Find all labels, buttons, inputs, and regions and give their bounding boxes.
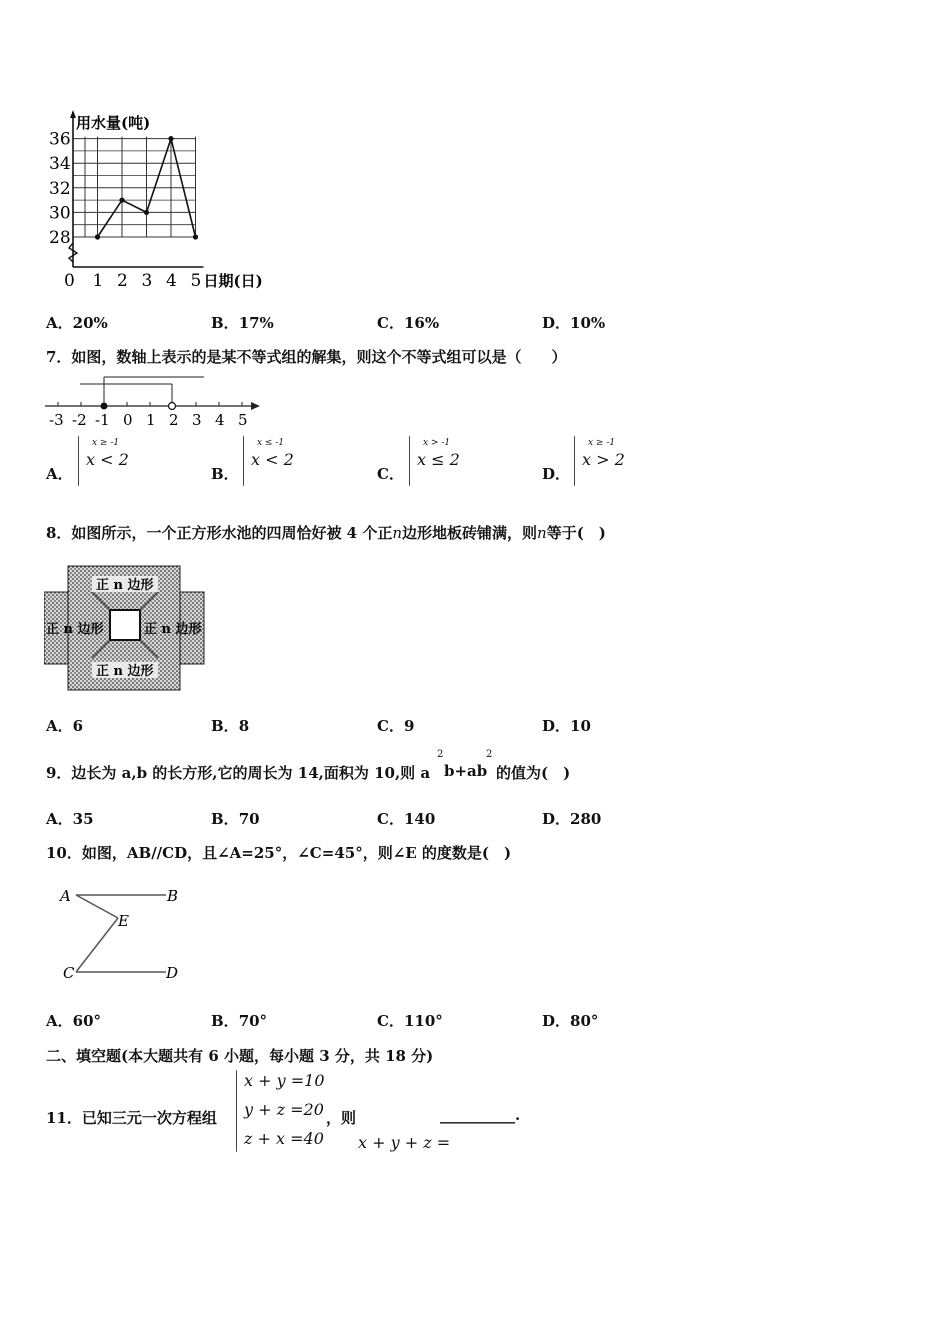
option-text: 9 xyxy=(403,717,415,735)
q6-option-c[interactable] xyxy=(377,312,439,333)
option-letter: D． xyxy=(542,1012,571,1030)
data-point xyxy=(95,234,100,239)
q7-c-top: x > -1 xyxy=(423,438,451,448)
label-left: 正 n 边形 xyxy=(46,622,104,637)
x-tick-label: 3 xyxy=(141,271,153,290)
data-point xyxy=(168,136,173,141)
q7-d-top: x ≥ -1 xyxy=(588,438,616,448)
q6-option-b[interactable] xyxy=(211,312,274,333)
number-line-label: 5 xyxy=(238,411,248,429)
q8-option-c[interactable] xyxy=(377,715,414,736)
q7-option-b-letter[interactable]: B． xyxy=(211,465,239,483)
number-line-label: 0 xyxy=(123,411,133,429)
q6-option-d[interactable] xyxy=(542,312,605,333)
q7-a-top: x ≥ -1 xyxy=(92,438,120,448)
x-tick-label: 0 xyxy=(64,271,75,290)
q11-eq2: y + z =20 xyxy=(244,1100,324,1119)
q10-option-b[interactable] xyxy=(211,1010,267,1031)
point-a: A xyxy=(60,887,71,905)
blank-line: __________ xyxy=(440,1106,515,1124)
option-letter: C． xyxy=(377,717,404,735)
q11-then: ，则 xyxy=(326,1109,357,1127)
number-line-label: -1 xyxy=(95,411,110,429)
y-tick-label: 36 xyxy=(49,129,71,150)
q8-pool-figure xyxy=(44,562,214,697)
option-text: 35 xyxy=(72,810,94,828)
q9-stem-c: 的值为( ) xyxy=(496,764,571,782)
option-letter: B． xyxy=(211,314,239,332)
point-b: B xyxy=(167,887,179,905)
label-top: 正 n 边形 xyxy=(96,578,154,593)
q7-b-bottom: x < 2 xyxy=(251,450,294,469)
chart-tick-labels xyxy=(49,130,201,290)
open-dot xyxy=(169,403,176,410)
q7-option-d-letter[interactable]: D． xyxy=(542,465,571,483)
option-text: 140 xyxy=(403,810,436,828)
q7-c-bottom: x ≤ 2 xyxy=(417,450,460,469)
q7-number-line xyxy=(40,372,270,432)
x-tick-label: 2 xyxy=(117,271,128,290)
data-point xyxy=(193,234,198,239)
option-letter: B． xyxy=(211,810,239,828)
option-letter: A． xyxy=(46,1012,73,1030)
q8-stem xyxy=(46,522,606,543)
point-c: C xyxy=(63,964,75,982)
q8-option-d[interactable] xyxy=(542,715,591,736)
label-bottom: 正 n 边形 xyxy=(96,664,154,679)
q10-parallel-lines-figure xyxy=(54,880,194,990)
q8-stem-part: 8．如图所示，一个正方形水池的四周恰好被 4 个正 xyxy=(46,524,393,542)
point-d: D xyxy=(166,964,179,982)
brace xyxy=(243,436,244,486)
option-letter: C． xyxy=(377,314,404,332)
water-usage-line-chart xyxy=(40,110,300,290)
x-tick-label: 5 xyxy=(190,271,202,290)
number-line-label: 2 xyxy=(169,411,179,429)
number-line-label: 3 xyxy=(192,411,202,429)
number-line-label: -2 xyxy=(72,411,87,429)
q6-option-a[interactable] xyxy=(46,312,108,333)
x-tick-label: 4 xyxy=(166,271,177,290)
q8-var-n: n xyxy=(392,524,402,542)
brace xyxy=(409,436,410,486)
q9-option-b[interactable] xyxy=(211,808,260,829)
chart-grid xyxy=(73,137,196,237)
option-text: 16% xyxy=(403,314,440,332)
q7-d-bottom: x > 2 xyxy=(582,450,625,469)
option-text: 70 xyxy=(238,810,260,828)
y-tick-label: 34 xyxy=(49,154,71,175)
q10-option-a[interactable] xyxy=(46,1010,101,1031)
chart-y-axis-label: 用水量(吨) xyxy=(76,114,151,132)
label-right: 正 n 边形 xyxy=(144,622,202,637)
option-letter: D． xyxy=(542,717,571,735)
q11-stem: 11．已知三元一次方程组 xyxy=(46,1109,217,1127)
option-letter: A． xyxy=(46,314,73,332)
option-text: 10 xyxy=(570,717,591,735)
brace xyxy=(236,1070,237,1152)
option-letter: A． xyxy=(46,810,73,828)
option-text: 110° xyxy=(403,1012,443,1030)
option-letter: B． xyxy=(211,1012,239,1030)
q9-sup-1: 2 xyxy=(437,749,444,760)
option-text: 17% xyxy=(238,314,274,332)
section-heading: 二、填空题(本大题共有 6 小题，每小题 3 分，共 18 分) xyxy=(46,1047,434,1065)
q7-option-c-letter[interactable]: C． xyxy=(377,465,404,483)
number-line-label: 4 xyxy=(215,411,225,429)
option-letter: C． xyxy=(377,810,404,828)
y-tick-label: 32 xyxy=(49,178,71,199)
option-text: 70° xyxy=(238,1012,268,1030)
y-tick-label: 30 xyxy=(49,203,71,224)
q10-option-c[interactable] xyxy=(377,1010,443,1031)
q9-sup-2: 2 xyxy=(486,749,493,760)
q11-eq3: z + x =40 xyxy=(244,1129,324,1148)
option-text: 60° xyxy=(72,1012,102,1030)
y-tick-label: 28 xyxy=(49,228,71,248)
q7-stem: 7．如图，数轴上表示的是某不等式组的解集，则这个不等式组可以是（ ） xyxy=(46,348,567,366)
option-text: 80° xyxy=(570,1012,599,1030)
option-text: 6 xyxy=(72,717,84,735)
q7-b-top: x ≤ -1 xyxy=(257,438,285,448)
q9-stem-b: b+ab xyxy=(444,762,488,780)
data-point xyxy=(144,210,149,215)
brace xyxy=(78,436,79,486)
q11-target: x + y + z = xyxy=(358,1133,451,1152)
x-tick-label: 1 xyxy=(92,271,104,290)
option-text: 280 xyxy=(570,810,602,828)
number-line-label: 1 xyxy=(146,411,156,429)
option-text: 8 xyxy=(238,717,250,735)
q9-stem-a: 9．边长为 a,b 的长方形,它的周长为 14,面积为 10,则 a xyxy=(46,764,431,782)
q11-eq1: x + y =10 xyxy=(244,1071,325,1090)
q9-option-c[interactable] xyxy=(377,808,435,829)
q9-option-a[interactable] xyxy=(46,808,94,829)
point-e: E xyxy=(118,912,129,930)
data-point xyxy=(119,198,124,203)
q7-a-bottom: x < 2 xyxy=(86,450,129,469)
q8-stem-part: 等于( ) xyxy=(546,524,606,542)
q11-answer-blank[interactable] xyxy=(440,1106,520,1124)
period: . xyxy=(515,1106,521,1124)
q10-option-d[interactable] xyxy=(542,1010,598,1031)
q8-option-b[interactable] xyxy=(211,715,249,736)
option-letter: D． xyxy=(542,314,571,332)
chart-x-axis-label: 日期(日) xyxy=(203,272,263,290)
number-line-label: -3 xyxy=(49,411,64,429)
q8-option-a[interactable] xyxy=(46,715,83,736)
option-letter: B． xyxy=(211,717,239,735)
q9-option-d[interactable] xyxy=(542,808,601,829)
option-letter: C． xyxy=(377,1012,404,1030)
closed-dot xyxy=(101,403,108,410)
option-letter: A． xyxy=(46,717,73,735)
option-letter: D． xyxy=(542,810,571,828)
option-text: 20% xyxy=(72,314,108,332)
q8-var-n: n xyxy=(537,524,547,542)
q10-stem: 10．如图，AB//CD，且∠A=25°，∠C=45°，则∠E 的度数是( ) xyxy=(46,844,512,862)
option-text: 10% xyxy=(570,314,606,332)
brace xyxy=(574,436,575,486)
q8-stem-part: 边形地板砖铺满，则 xyxy=(402,524,538,542)
q7-option-a-letter[interactable]: A． xyxy=(46,465,73,483)
